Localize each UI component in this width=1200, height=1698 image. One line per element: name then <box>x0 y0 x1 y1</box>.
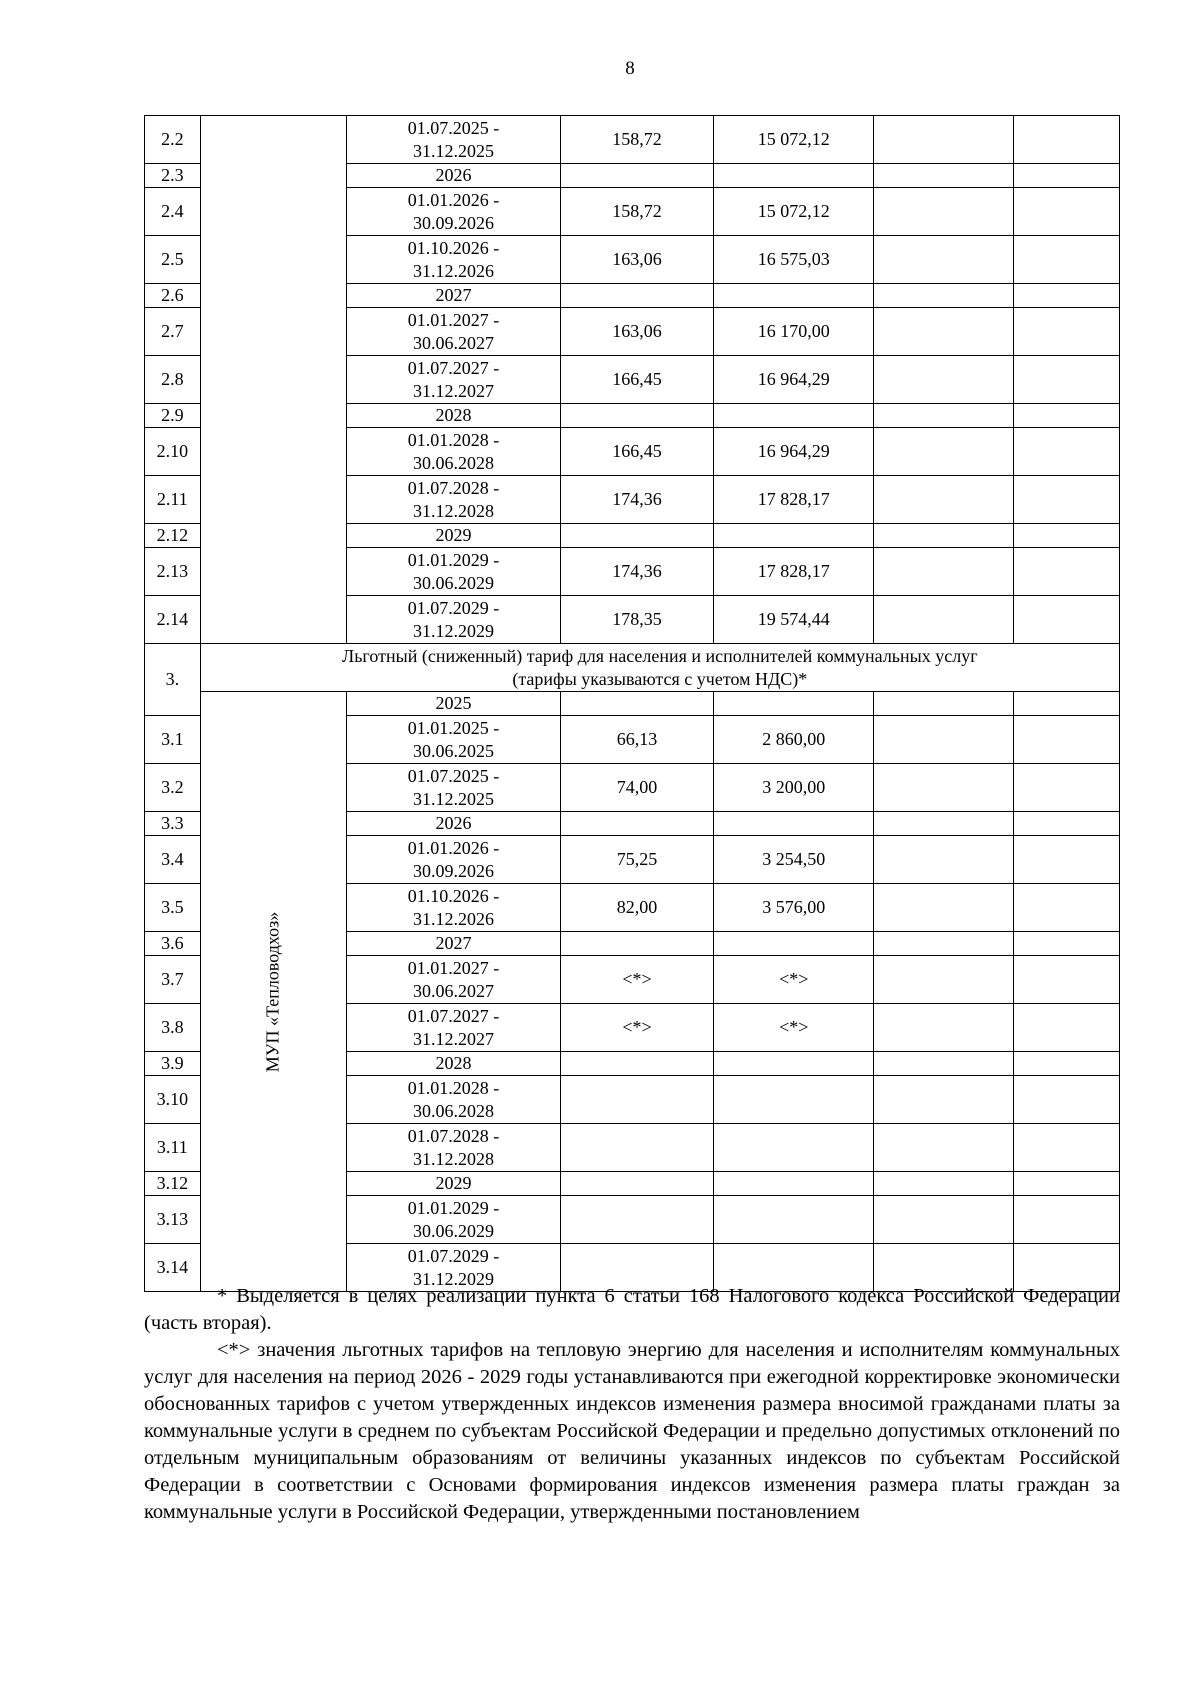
period-start: 2026 <box>435 813 472 833</box>
row-number: 2.3 <box>145 164 201 188</box>
empty-cell <box>1013 428 1119 476</box>
row-number: 2.10 <box>145 428 201 476</box>
empty-cell <box>1013 236 1119 284</box>
period-start: 01.10.2026 - <box>407 885 500 906</box>
period-start: 01.01.2026 - <box>407 189 500 210</box>
row-number: 3.7 <box>145 956 201 1004</box>
period-start: 2029 <box>435 525 472 545</box>
empty-cell <box>560 692 714 716</box>
period-end: 30.06.2025 <box>412 740 494 761</box>
empty-cell <box>874 404 1014 428</box>
tariff-value-2 <box>714 1196 874 1244</box>
period-cell <box>347 812 560 836</box>
tariff-value-1: 166,45 <box>560 428 714 476</box>
row-number: 3.1 <box>145 716 201 764</box>
empty-cell <box>1013 1196 1119 1244</box>
empty-cell <box>874 524 1014 548</box>
empty-cell <box>874 284 1014 308</box>
empty-cell <box>874 1052 1014 1076</box>
tariff-value-1 <box>560 164 714 188</box>
empty-cell <box>1013 596 1119 644</box>
row-number: 2.13 <box>145 548 201 596</box>
empty-cell <box>874 308 1014 356</box>
tariff-value-1 <box>560 812 714 836</box>
row-number: 2.4 <box>145 188 201 236</box>
footnote-vat: * Выделяется в целях реализации пункта 6 статьи 168 Налогового кодекса Российской Федерации (часть вторая). <box>144 1285 1120 1334</box>
empty-cell <box>1013 188 1119 236</box>
table-row <box>145 692 1120 716</box>
empty-cell <box>874 236 1014 284</box>
empty-cell <box>1013 956 1119 1004</box>
tariff-value-1: 166,45 <box>560 356 714 404</box>
empty-cell <box>874 716 1014 764</box>
period-cell <box>347 284 560 308</box>
row-number: 3.10 <box>145 1076 201 1124</box>
tariff-value-2: 17 828,17 <box>714 476 874 524</box>
footnotes <box>144 1283 1120 1526</box>
tariff-value-1 <box>560 1076 714 1124</box>
period-end: 30.09.2026 <box>412 212 494 233</box>
row-number: 3.3 <box>145 812 201 836</box>
period-start: 2027 <box>435 933 472 953</box>
empty-cell <box>1013 548 1119 596</box>
row-number: 3.5 <box>145 884 201 932</box>
empty-cell <box>1013 116 1119 164</box>
row-number: 2.6 <box>145 284 201 308</box>
empty-cell <box>874 956 1014 1004</box>
empty-cell <box>874 596 1014 644</box>
period-start: 01.01.2025 - <box>407 717 500 738</box>
footnote-star-tariff: <*> значения льготных тарифов на тепловую энергию для населения и исполнителям коммунальных услуг для населения на период 2026 - 2029 годы устанавливаются при ежегодной корректировке экономически обоснованных тарифов с учетом утвержденных индексов изменения размера вносимой гражданами платы за коммунальные услуги в среднем по субъектам Российской Федерации и предельно допустимых отклонений по отдельным муниципальным образованиям от величины указанных индексов по субъектам Российской Федерации в соответствии с Основами формирования индексов изменения размера платы граждан за коммунальные услуги в Российской Федерации, утвержденными постановлением <box>144 1339 1120 1523</box>
tariff-value-1: 82,00 <box>560 884 714 932</box>
row-number: 2.9 <box>145 404 201 428</box>
period-cell <box>347 596 560 644</box>
empty-cell <box>874 1004 1014 1052</box>
period-cell <box>347 428 560 476</box>
empty-cell <box>874 836 1014 884</box>
period-cell <box>347 524 560 548</box>
tariff-value-1: 163,06 <box>560 308 714 356</box>
tariff-value-2 <box>714 404 874 428</box>
section-title-line2: (тарифы указываются с учетом НДС)* <box>512 668 808 689</box>
empty-cell <box>874 1172 1014 1196</box>
section-title <box>200 644 1119 692</box>
empty-cell <box>874 692 1014 716</box>
page-number: 8 <box>625 58 635 79</box>
empty-cell <box>874 884 1014 932</box>
period-cell <box>347 188 560 236</box>
empty-cell <box>714 692 874 716</box>
period-start: 2028 <box>435 1053 472 1073</box>
tariff-value-2 <box>714 1124 874 1172</box>
tariff-value-2 <box>714 812 874 836</box>
period-start: 01.01.2027 - <box>407 309 500 330</box>
tariff-value-2: 17 828,17 <box>714 548 874 596</box>
row-number: 2.2 <box>145 116 201 164</box>
period-end: 31.12.2027 <box>412 1028 494 1049</box>
empty-cell <box>1013 932 1119 956</box>
period-cell <box>347 164 560 188</box>
row-number: 3.11 <box>145 1124 201 1172</box>
table-row <box>145 116 1120 164</box>
row-number: 3.6 <box>145 932 201 956</box>
period-cell <box>347 236 560 284</box>
tariff-value-2: 2 860,00 <box>714 716 874 764</box>
period-start: 01.10.2026 - <box>407 237 500 258</box>
tariff-value-2 <box>714 164 874 188</box>
tariff-value-1: 163,06 <box>560 236 714 284</box>
row-number: 3.8 <box>145 1004 201 1052</box>
empty-cell <box>1013 164 1119 188</box>
empty-cell <box>1013 836 1119 884</box>
empty-cell <box>874 164 1014 188</box>
tariff-value-2 <box>714 1052 874 1076</box>
tariff-value-2: 3 576,00 <box>714 884 874 932</box>
period-cell <box>347 1076 560 1124</box>
tariff-value-1 <box>560 404 714 428</box>
empty-cell <box>874 116 1014 164</box>
period-end: 30.06.2028 <box>412 1100 494 1121</box>
tariff-table <box>144 115 1120 1292</box>
section-number: 3. <box>145 644 201 716</box>
tariff-value-1: 174,36 <box>560 476 714 524</box>
empty-cell <box>1013 716 1119 764</box>
tariff-value-1 <box>560 1172 714 1196</box>
period-start: 01.01.2026 - <box>407 837 500 858</box>
tariff-value-2 <box>714 1076 874 1124</box>
period-cell <box>347 884 560 932</box>
empty-cell <box>874 1196 1014 1244</box>
period-cell <box>347 308 560 356</box>
period-cell <box>347 116 560 164</box>
period-start: 01.07.2029 - <box>407 597 500 618</box>
tariff-value-2: 16 170,00 <box>714 308 874 356</box>
period-cell <box>347 404 560 428</box>
period-cell <box>347 716 560 764</box>
tariff-value-1: 158,72 <box>560 188 714 236</box>
tariff-value-1 <box>560 1196 714 1244</box>
tariff-value-2 <box>714 932 874 956</box>
empty-cell <box>874 188 1014 236</box>
period-start: 01.07.2029 - <box>407 1245 500 1266</box>
row-number: 2.12 <box>145 524 201 548</box>
period-start: 2026 <box>435 165 472 185</box>
tariff-value-1: 74,00 <box>560 764 714 812</box>
row-number: 3.9 <box>145 1052 201 1076</box>
tariff-value-1 <box>560 1124 714 1172</box>
empty-cell <box>874 476 1014 524</box>
period-cell <box>347 764 560 812</box>
empty-cell <box>874 428 1014 476</box>
period-start: 01.01.2028 - <box>407 1077 500 1098</box>
row-number: 3.2 <box>145 764 201 812</box>
section-header-row <box>145 644 1120 692</box>
organization-name: МУП «Тепловодхоз» <box>262 911 283 1072</box>
tariff-value-1 <box>560 284 714 308</box>
period-cell <box>347 1124 560 1172</box>
empty-cell <box>874 1124 1014 1172</box>
tariff-value-2 <box>714 1172 874 1196</box>
tariff-value-1: 158,72 <box>560 116 714 164</box>
tariff-value-2 <box>714 524 874 548</box>
tariff-value-1: <*> <box>560 1004 714 1052</box>
empty-cell <box>874 812 1014 836</box>
tariff-value-2: 15 072,12 <box>714 116 874 164</box>
tariff-value-2: <*> <box>714 956 874 1004</box>
tariff-value-1: 66,13 <box>560 716 714 764</box>
empty-cell <box>1013 284 1119 308</box>
empty-cell <box>1013 1124 1119 1172</box>
period-start: 01.07.2027 - <box>407 357 500 378</box>
empty-cell <box>1013 1076 1119 1124</box>
period-end: 30.06.2027 <box>412 980 494 1001</box>
period-end: 30.06.2029 <box>412 572 494 593</box>
section-title-line1: Льготный (сниженный) тариф для населения и исполнителей коммунальных услуг <box>342 645 978 666</box>
period-cell <box>347 956 560 1004</box>
period-end: 31.12.2025 <box>412 788 494 809</box>
period-cell <box>347 932 560 956</box>
period-cell <box>347 836 560 884</box>
period-start: 2029 <box>435 1173 472 1193</box>
period-end: 30.06.2027 <box>412 332 494 353</box>
tariff-value-1 <box>560 524 714 548</box>
row-number: 3.4 <box>145 836 201 884</box>
period-end: 31.12.2026 <box>412 260 494 281</box>
empty-cell <box>1013 1172 1119 1196</box>
empty-cell <box>1013 1004 1119 1052</box>
row-number: 3.14 <box>145 1244 201 1292</box>
tariff-value-1 <box>560 932 714 956</box>
period-end: 30.09.2026 <box>412 860 494 881</box>
empty-cell <box>874 932 1014 956</box>
tariff-value-2: 15 072,12 <box>714 188 874 236</box>
row-number: 2.11 <box>145 476 201 524</box>
period-cell <box>347 356 560 404</box>
period-end: 31.12.2027 <box>412 380 494 401</box>
tariff-value-2: 16 964,29 <box>714 356 874 404</box>
empty-cell <box>1013 812 1119 836</box>
period-start: 01.01.2028 - <box>407 429 500 450</box>
organization-cell <box>200 692 347 1292</box>
empty-cell <box>874 356 1014 404</box>
period-end: 31.12.2029 <box>412 1268 494 1289</box>
empty-cell <box>1013 308 1119 356</box>
empty-cell <box>1013 1052 1119 1076</box>
period-start: 2027 <box>435 285 472 305</box>
period-start: 01.01.2029 - <box>407 1197 500 1218</box>
period-cell <box>347 548 560 596</box>
row-number: 2.8 <box>145 356 201 404</box>
period-start: 01.01.2029 - <box>407 549 500 570</box>
tariff-value-1: 178,35 <box>560 596 714 644</box>
period-cell: 2025 <box>347 692 560 716</box>
empty-cell <box>1013 476 1119 524</box>
tariff-value-2: <*> <box>714 1004 874 1052</box>
period-end: 31.12.2029 <box>412 620 494 641</box>
organization-cell-top <box>200 116 347 644</box>
period-start: 01.07.2028 - <box>407 477 500 498</box>
period-start: 01.07.2027 - <box>407 1005 500 1026</box>
empty-cell <box>1013 764 1119 812</box>
empty-cell <box>1013 524 1119 548</box>
tariff-value-1: <*> <box>560 956 714 1004</box>
empty-cell <box>1013 884 1119 932</box>
empty-cell <box>1013 692 1119 716</box>
tariff-value-1: 75,25 <box>560 836 714 884</box>
period-end: 31.12.2028 <box>412 500 494 521</box>
empty-cell <box>874 1076 1014 1124</box>
period-end: 30.06.2028 <box>412 452 494 473</box>
period-end: 31.12.2026 <box>412 908 494 929</box>
period-start: 01.07.2025 - <box>407 765 500 786</box>
period-cell <box>347 1052 560 1076</box>
period-end: 30.06.2029 <box>412 1220 494 1241</box>
tariff-value-1: 174,36 <box>560 548 714 596</box>
tariff-value-2: 19 574,44 <box>714 596 874 644</box>
row-number: 2.14 <box>145 596 201 644</box>
period-cell <box>347 1196 560 1244</box>
period-cell <box>347 1172 560 1196</box>
period-cell <box>347 476 560 524</box>
period-cell <box>347 1004 560 1052</box>
period-end: 31.12.2028 <box>412 1148 494 1169</box>
empty-cell <box>874 764 1014 812</box>
empty-cell <box>1013 404 1119 428</box>
row-number: 2.7 <box>145 308 201 356</box>
period-end: 31.12.2025 <box>412 140 494 161</box>
empty-cell <box>1013 356 1119 404</box>
period-start: 2028 <box>435 405 472 425</box>
row-number: 3.13 <box>145 1196 201 1244</box>
row-number: 3.12 <box>145 1172 201 1196</box>
period-start: 01.01.2027 - <box>407 957 500 978</box>
period-start: 01.07.2025 - <box>407 117 500 138</box>
tariff-value-2: 3 200,00 <box>714 764 874 812</box>
empty-cell <box>874 548 1014 596</box>
tariff-value-2: 16 575,03 <box>714 236 874 284</box>
row-number: 2.5 <box>145 236 201 284</box>
tariff-value-1 <box>560 1052 714 1076</box>
period-start: 01.07.2028 - <box>407 1125 500 1146</box>
tariff-value-2: 16 964,29 <box>714 428 874 476</box>
tariff-value-2 <box>714 284 874 308</box>
tariff-value-2: 3 254,50 <box>714 836 874 884</box>
